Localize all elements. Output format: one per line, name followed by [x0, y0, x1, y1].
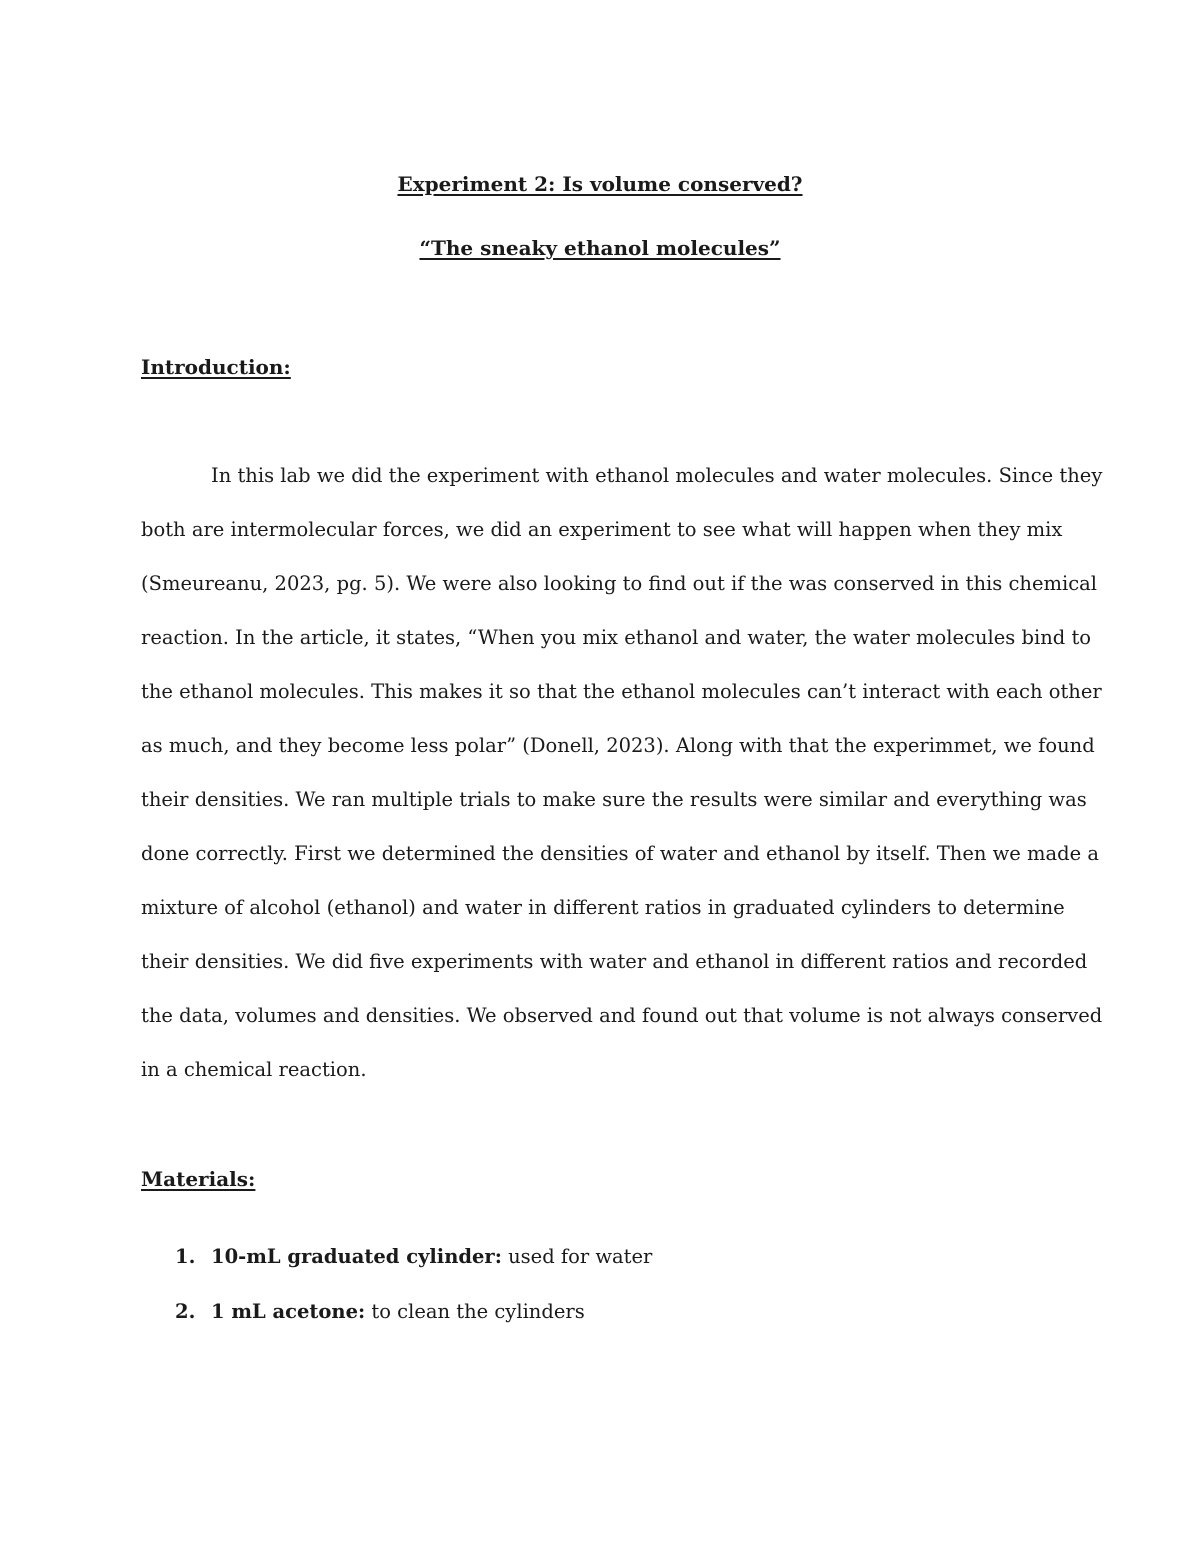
paragraph-line: the ethanol molecules. This makes it so that the ethanol molecules can’t interact with each other [141, 680, 1102, 703]
list-item-number: 1. [175, 1245, 196, 1268]
paragraph-line: mixture of alcohol (ethanol) and water in different ratios in graduated cylinders to determine [141, 896, 1065, 919]
materials-heading: Materials: [141, 1167, 256, 1191]
paragraph-line: reaction. In the article, it states, “When you mix ethanol and water, the water molecules bind to [141, 626, 1092, 649]
materials-list [141, 1243, 652, 1353]
paragraph-line: In this lab we did the experiment with ethanol molecules and water molecules. Since they [211, 464, 1103, 487]
introduction-heading: Introduction: [141, 355, 291, 379]
paragraph-line: their densities. We did five experiments with water and ethanol in different ratios and recorded [141, 950, 1088, 973]
paragraph-line: in a chemical reaction. [141, 1058, 367, 1081]
material-description: to clean the cylinders [365, 1300, 585, 1323]
list-item-number: 2. [175, 1300, 196, 1323]
list-item [141, 1298, 652, 1353]
list-item [141, 1243, 652, 1298]
paragraph-line: their densities. We ran multiple trials to make sure the results were similar and everything was [141, 788, 1087, 811]
document-title: Experiment 2: Is volume conserved? [397, 172, 803, 196]
document-subtitle: “The sneaky ethanol molecules” [419, 236, 781, 260]
material-description: used for water [501, 1245, 653, 1268]
paragraph-line: (Smeureanu, 2023, pg. 5). We were also looking to find out if the was conserved in this chemical [141, 572, 1098, 595]
paragraph-line: as much, and they become less polar” (Donell, 2023). Along with that the experimmet, we found [141, 734, 1095, 757]
introduction-paragraph [141, 462, 1103, 1110]
material-name: 1 mL acetone: [211, 1300, 366, 1323]
paragraph-line: both are intermolecular forces, we did an experiment to see what will happen when they mix [141, 518, 1063, 541]
paragraph-line: the data, volumes and densities. We observed and found out that volume is not always conserved [141, 1004, 1103, 1027]
paragraph-line: done correctly. First we determined the densities of water and ethanol by itself. Then we made a [141, 842, 1100, 865]
material-name: 10-mL graduated cylinder: [211, 1245, 502, 1268]
